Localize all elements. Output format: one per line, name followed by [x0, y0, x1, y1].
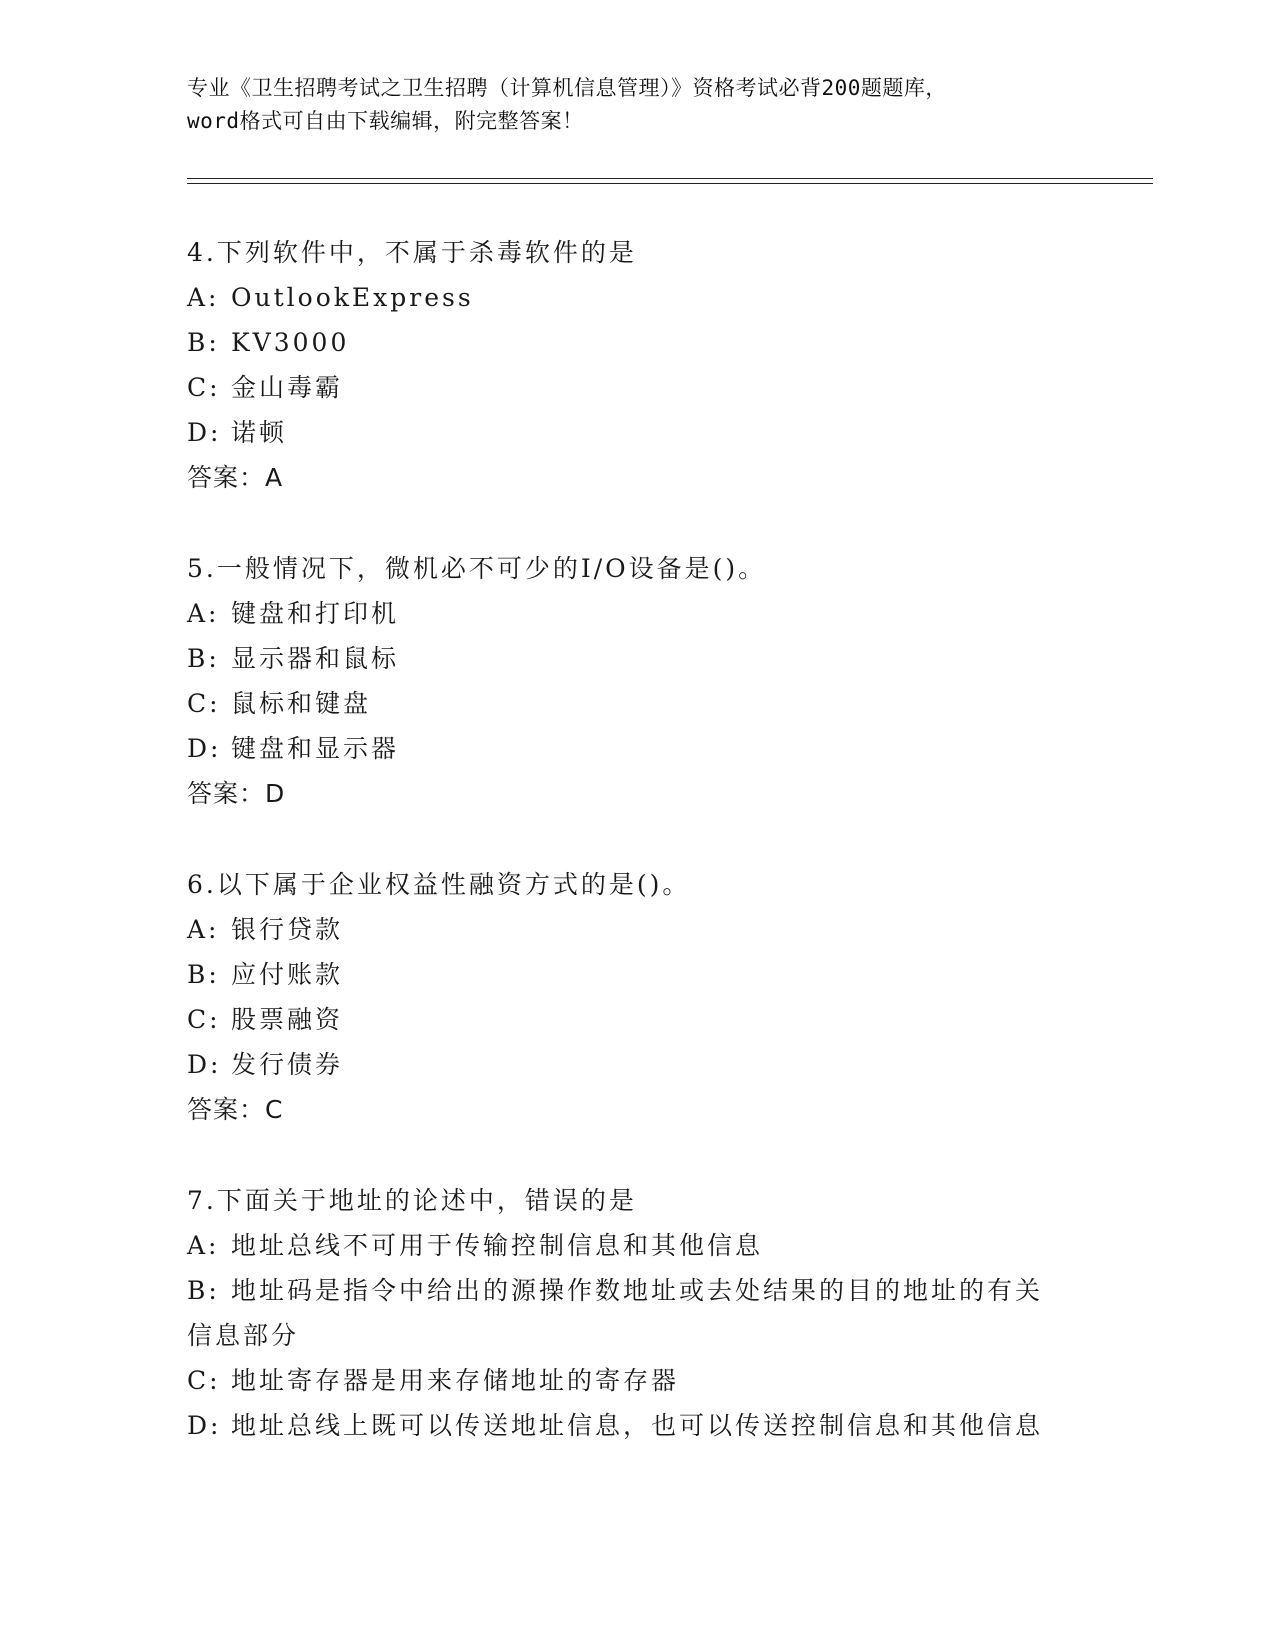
option-d — [187, 1403, 1087, 1448]
option-label: D: — [187, 418, 222, 447]
header-line-2: word格式可自由下载编辑，附完整答案！ — [187, 109, 584, 133]
option-text: OutlookExpress — [231, 283, 474, 312]
option-label: C: — [187, 689, 221, 718]
question-stem: 6.以下属于企业权益性融资方式的是()。 — [187, 870, 691, 899]
question-stem: 7.下面关于地址的论述中，错误的是 — [187, 1186, 637, 1215]
option-text: 应付账款 — [231, 960, 344, 989]
option-d — [187, 1042, 1087, 1087]
option-d — [187, 410, 1087, 455]
question-6 — [187, 862, 1087, 1132]
header-divider-top — [187, 178, 1153, 179]
option-label: D: — [187, 1411, 222, 1440]
option-b — [187, 952, 1087, 997]
option-label: A: — [187, 599, 220, 628]
option-a — [187, 275, 1087, 320]
answer-line: 答案：A — [187, 463, 284, 492]
option-label: B: — [187, 644, 220, 673]
option-label: B: — [187, 328, 220, 357]
question-stem: 4.下列软件中，不属于杀毒软件的是 — [187, 238, 637, 267]
option-d — [187, 726, 1087, 771]
option-label: D: — [187, 734, 222, 763]
header-line-1: 专业《卫生招聘考试之卫生招聘（计算机信息管理）》资格考试必背200题题库， — [187, 76, 947, 100]
option-label: D: — [187, 1050, 222, 1079]
option-text: 地址码是指令中给出的源操作数地址或去处结果的目的地址的有关信息部分 — [187, 1276, 1044, 1350]
option-label: A: — [187, 1231, 220, 1260]
option-text: 键盘和打印机 — [231, 599, 400, 628]
option-text: 地址寄存器是用来存储地址的寄存器 — [231, 1366, 680, 1395]
option-text: KV3000 — [231, 328, 350, 357]
option-b — [187, 320, 1087, 365]
question-4 — [187, 230, 1087, 500]
option-text: 鼠标和键盘 — [231, 689, 372, 718]
option-c — [187, 1358, 1087, 1403]
option-text: 地址总线不可用于传输控制信息和其他信息 — [231, 1231, 764, 1260]
answer-line: 答案：D — [187, 779, 286, 808]
option-label: B: — [187, 960, 220, 989]
option-text: 地址总线上既可以传送地址信息，也可以传送控制信息和其他信息 — [231, 1411, 1044, 1440]
answer-line: 答案：C — [187, 1095, 284, 1124]
option-c — [187, 365, 1087, 410]
option-label: C: — [187, 1366, 221, 1395]
question-stem: 5.一般情况下，微机必不可少的I/O设备是()。 — [187, 554, 767, 583]
option-text: 发行债券 — [231, 1050, 344, 1079]
option-c — [187, 997, 1087, 1042]
option-label: C: — [187, 373, 221, 402]
option-label: A: — [187, 915, 220, 944]
document-header — [187, 72, 1087, 138]
question-5 — [187, 546, 1087, 816]
option-text: 金山毒霸 — [231, 373, 344, 402]
option-b — [187, 636, 1087, 681]
option-label: C: — [187, 1005, 221, 1034]
option-b — [187, 1268, 1067, 1358]
option-text: 显示器和鼠标 — [231, 644, 400, 673]
option-c — [187, 681, 1087, 726]
question-7 — [187, 1178, 1087, 1448]
option-text: 键盘和显示器 — [231, 734, 400, 763]
option-text: 诺顿 — [231, 418, 288, 447]
option-text: 股票融资 — [231, 1005, 344, 1034]
option-a — [187, 591, 1087, 636]
option-label: A: — [187, 283, 220, 312]
option-a — [187, 907, 1087, 952]
header-divider-bottom — [187, 183, 1153, 184]
option-label: B: — [187, 1276, 220, 1305]
option-text: 银行贷款 — [231, 915, 344, 944]
option-a — [187, 1223, 1087, 1268]
